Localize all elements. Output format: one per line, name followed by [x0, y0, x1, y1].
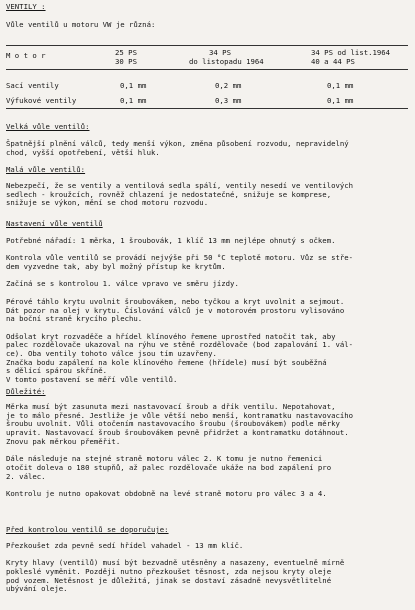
section-title-nastaveni: Nastavení vůle ventilů — [6, 219, 103, 228]
text-line: palec rozdělovače ukazoval na rýhu ve stěně rozdělovače (bod zapalování 1. vál- — [6, 340, 354, 350]
table-cell: 0,1 mm — [120, 81, 147, 90]
section-title-dulezite: Důležité: — [6, 387, 46, 396]
table-title: Vůle ventilů u motoru VW je různá: — [6, 20, 156, 29]
text-line: Nebezpečí, že se ventily a ventilová sedla spálí, ventily nesedí ve ventilových — [6, 181, 354, 190]
text-line: Dále následuje na stejné straně motoru válec 2. K tomu je nutno řemenici — [6, 454, 323, 464]
text-line: Kontrolu je nutno opakovat obdobně na levé straně motoru pro válec 3 a 4. — [6, 488, 327, 498]
table-cell: 0,1 mm — [120, 96, 147, 105]
table-header-col2a: 34 PS — [209, 48, 231, 57]
text-line: ubývání oleje. — [6, 584, 68, 594]
section-body-dulezite — [6, 403, 410, 499]
text-line: Přezkoušet zda pevně sedí hřídel vahadel - 13 mm klíč. — [6, 541, 244, 550]
text-line: Měrka musí být zasunuta mezi nastavovací šroub a dřík ventilu. Nepotahovat, — [6, 402, 336, 411]
text-line: sedlech - kroužcích, rovněž chlazení je nedostatečné, snižuje se komprese, — [6, 189, 332, 199]
table-rule-mid — [6, 69, 408, 70]
section-title-doporuceni: Před kontrolou ventilů se doporučuje: — [6, 525, 169, 534]
section-title-mala-vule: Malá vůle ventilů: — [6, 165, 86, 174]
table-header-col1b: 30 PS — [115, 57, 137, 66]
text-line: otočit doleva o 180 stupňů, až palec rozdělovače ukáže na bod zapálení pro — [6, 462, 332, 472]
text-line: Špatnější plnění válců, tedy menší výkon, změna působení rozvodu, nepravidelný — [6, 139, 349, 148]
page-heading: VENTILY : — [6, 2, 46, 11]
text-line: Kontrola vůle ventilů se provádí nejvýše při 50 °C teplotě motoru. Vůz se stře- — [6, 253, 354, 263]
text-line: Kryty hlavy (ventilů) musí být bezvadně utěsněny a nasazeny, eventuelně mírně — [6, 558, 345, 568]
table-cell: 0,1 mm — [327, 81, 354, 90]
table-header-motor: M o t o r — [6, 51, 46, 60]
section-body-mala-vule — [6, 182, 410, 208]
text-line: chod, vyšší opotřebení, větší hluk. — [6, 147, 160, 157]
table-rule-top — [6, 45, 408, 46]
text-line: ce). Oba ventily tohoto válce jsou tím uzavřeny. — [6, 348, 217, 358]
table-row-label: Výfukové ventily — [6, 96, 77, 105]
text-line: snižuje se výkon, mění se chod motoru rozvodu. — [6, 198, 209, 208]
text-line: Odšolat kryt rozvaděče a hřídel klínového řemene uprostřed natočit tak, aby — [6, 331, 336, 341]
text-line: šroubu uvolnit. Vůli otočením nastavovacího šroubu (šroubovákem) podle měrky — [6, 419, 340, 429]
text-line: pokleslé vyměnit. Později nutno přezkoušet těsnost, zda nejsou kryty oleje — [6, 567, 332, 577]
text-line: upravit. Nastavovací šroub šroubovákem pevně přidržet a kontramatku dotáhnout. — [6, 428, 349, 438]
text-line: s dělící spárou skříně. — [6, 366, 108, 376]
text-line: Dát pozor na olej v krytu. Číslování válců je v motorovém prostoru vylisováno — [6, 305, 345, 315]
section-title-velka-vule: Velká vůle ventilů: — [6, 122, 90, 131]
text-line: Začíná se s kontrolou 1. válce vpravo ve směru jízdy. — [6, 279, 239, 289]
text-line: Znovu pak měrkou přeměřit. — [6, 436, 121, 446]
text-line: Pérové táhlo krytu uvolnit šroubovákem, nebo tyčkou a kryt uvolnit a sejmout. — [6, 296, 345, 306]
section-body-nastaveni — [6, 237, 410, 385]
table-row-label: Sací ventily — [6, 81, 59, 90]
section-body-velka-vule — [6, 140, 410, 157]
text-line: 2. válec. — [6, 471, 46, 481]
table-header-col2b: do listopadu 1964 — [189, 57, 264, 66]
text-line: pod vozem. Netěsnost je důležitá, jinak se dostaví zásadně nevysvětlitelné — [6, 575, 332, 585]
table-header-col3b: 40 a 44 PS — [311, 57, 355, 66]
table-header-col3a: 34 PS od list.1964 — [311, 48, 391, 57]
text-line: V tomto postavení se měří vůle ventilů. — [6, 375, 178, 384]
section-body-doporuceni — [6, 542, 410, 594]
table-header-col1a: 25 PS — [115, 48, 137, 57]
text-line: na boční straně krycího plechu. — [6, 314, 143, 324]
text-line: je to málo přesné. Jestliže je vůle větší nebo menší, kontramatku nastavovacího — [6, 410, 354, 420]
table-cell: 0,3 mm — [215, 96, 242, 105]
table-rule-bottom — [6, 108, 408, 109]
text-line: dem vyzvedne tak, aby byl možný přístup ke krytům. — [6, 262, 226, 272]
text-line: Značka bodu zapálení na kole klínového řemene (hřídele) musí být souběžná — [6, 357, 327, 367]
table-cell: 0,1 mm — [327, 96, 354, 105]
table-cell: 0,2 mm — [215, 81, 242, 90]
text-line: Potřebné nářadí: 1 měrka, 1 šroubovák, 1 klíč 13 mm nejlépe ohnutý s očkem. — [6, 236, 336, 245]
